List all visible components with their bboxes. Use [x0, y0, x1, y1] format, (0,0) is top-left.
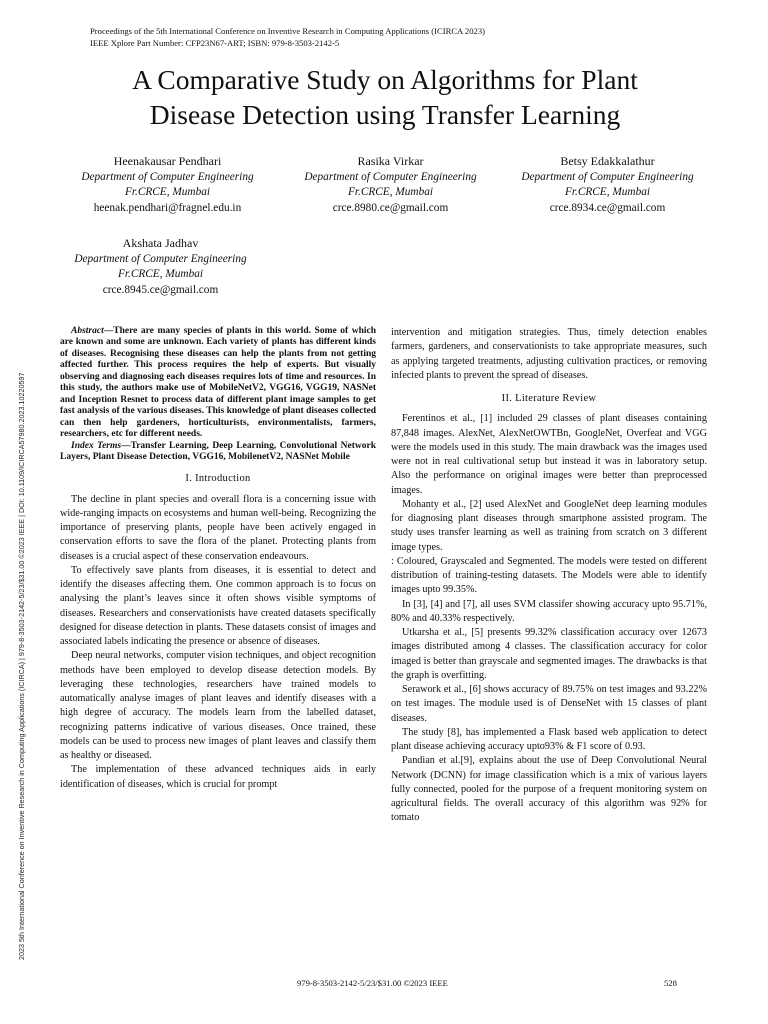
- author-email: heenak.pendhari@fragnel.edu.in: [93, 201, 242, 214]
- title-line-2: Disease Detection using Transfer Learning: [149, 99, 621, 130]
- author-name: Betsy Edakkalathur: [560, 154, 655, 168]
- index-terms-text: —Transfer Learning, Deep Learning, Convolutional Network Layers, Plant Disease Detection, VGG16, MobilenetV2, NASNet Mobile: [60, 440, 376, 462]
- author-name: Rasika Virkar: [357, 154, 424, 168]
- paragraph: Deep neural networks, computer vision techniques, and object recognition methods have been employed to develop disease detection models. By leveraging these technologies, researchers have trained models to automatically analyse images of plant leaves and identify diseases with a high degree of accuracy. The models learn from the labelled dataset, recognizing patterns indicative of various diseases. Once trained, these models can be used to process new images of plant leaves and classify them as healthy or diseased.: [60, 650, 376, 762]
- paragraph: : Coloured, Grayscaled and Segmented. The models were tested on different distribution of training-testing datasets. The Models were able to identify images upto 99.35%.: [391, 555, 707, 596]
- abstract-label: Abstract: [71, 326, 104, 336]
- paper-title: [40, 62, 730, 132]
- author-block: [500, 154, 715, 216]
- author-block: [283, 154, 498, 216]
- author-name: Heenakausar Pendhari: [113, 154, 222, 168]
- paragraph: Mohanty et al., [2] used AlexNet and GoogleNet deep learning modules for diagnosing plant diseases through smartphone assisted program. The study uses transfer learning as well as training from scratch on 3 different image types.: [391, 498, 707, 553]
- paragraph: To effectively save plants from diseases, it is essential to detect and identify the diseases affecting them. One common approach is to focus on analysing the plant’s leaves since it often shows visible symptoms of diseases. Researchers and conservationists have created datasets specifically designed for disease detection in plants. These datasets consist of images and associated labels indicating the presence or absence of diseases.: [60, 564, 376, 648]
- author-block: [53, 236, 268, 298]
- paragraph: Ferentinos et al., [1] included 29 classes of plant diseases containing 87,848 images. AlexNet, AlexNetOWTBn, GoogleNet, Overfeat and VGG were the models used in this study. The main drawback was the images used were not in real cultivational setup but instead it was in laboratory setup. Also the performance on original images were better than preprocessed images.: [391, 413, 707, 496]
- author-email: crce.8934.ce@gmail.com: [549, 201, 666, 214]
- paragraph: Pandian et al.[9], explains about the use of Deep Convolutional Neural Network (DCNN) for image classification which is a mix of various layers fully connected, pooled for the purpose of a frequent monitoring system on agricultural fields. The overall accuracy of this algorithm was 92% for tomato: [391, 755, 707, 824]
- author-email: crce.8945.ce@gmail.com: [102, 283, 219, 296]
- index-terms: [60, 441, 376, 464]
- paragraph: The implementation of these advanced techniques aids in early identification of diseases, which is crucial for prompt: [60, 764, 376, 790]
- abstract: [60, 326, 376, 441]
- author-inst: Fr.CRCE, Mumbai: [564, 186, 651, 198]
- footer-copyright: 979-8-3503-2142-5/23/$31.00 ©2023 IEEE: [297, 978, 448, 988]
- author-dept: Department of Computer Engineering: [81, 170, 254, 183]
- doi-sidebar: 2023 5th International Conference on Inventive Research in Computing Applications (ICIRCA) | 979-8-3503-2142-5/23/$31.00 ©2023 IEEE | DOI: 10.1109/ICIRCA57980.2023.10220597: [17, 372, 26, 960]
- paragraph: Serawork et al., [6] shows accuracy of 89.75% on test images and 93.22% on test images. The module used is of DenseNet with 15 classes of plant diseases.: [391, 684, 707, 724]
- paragraph: intervention and mitigation strategies. Thus, timely detection enables farmers, gardeners, and conservationists to take appropriate measures, such as applying targeted treatments, adjusting cultivation practices, or removing infected plants to prevent the spread of diseases.: [391, 327, 707, 381]
- author-dept: Department of Computer Engineering: [74, 252, 247, 265]
- paragraph: Utkarsha et al., [5] presents 99.32% classification accuracy over 12673 images distributed among 4 classes. The classification accuracy for color imaged is better than grayscale and segmented images. The drawbacks is that the graph is overfitting.: [391, 627, 707, 681]
- paragraph: The decline in plant species and overall flora is a concerning issue with wide-ranging impacts on ecosystems and human well-being. Recognizing the importance of preserving plants, people have been actively engaged in conservation efforts to save the flora of the planet. Protecting plants from diseases is a crucial aspect of these conservation endeavours.: [60, 493, 376, 562]
- part-number-header: IEEE Xplore Part Number: CFP23N67-ART; ISBN: 979-8-3503-2142-5: [90, 38, 340, 48]
- index-terms-label: Index Terms: [71, 440, 122, 451]
- author-name: Akshata Jadhav: [122, 236, 199, 250]
- author-inst: Fr.CRCE, Mumbai: [347, 186, 434, 198]
- author-dept: Department of Computer Engineering: [304, 170, 477, 183]
- author-block: [60, 154, 275, 216]
- author-inst: Fr.CRCE, Mumbai: [124, 186, 211, 198]
- title-line-1: A Comparative Study on Algorithms for Plant: [132, 64, 638, 95]
- author-inst: Fr.CRCE, Mumbai: [117, 268, 204, 280]
- page-number: 528: [664, 978, 677, 988]
- author-email: crce.8980.ce@gmail.com: [332, 201, 449, 214]
- section-heading-introduction: I. Introduction: [185, 473, 251, 485]
- section-heading-literature-review: II. Literature Review: [501, 393, 597, 404]
- paragraph: The study [8], has implemented a Flask based web application to detect plant disease achieving accuracy upto93% & F1 score of 0.93.: [391, 726, 707, 752]
- abstract-text: —There are many species of plants in this world. Some of which are known and some are unknown. Each variety of plants has different kinds of diseases. Recognising these diseases can help the plants from not getting affected further. This process requires the help of experts. But visually observing and diagnosing each diseases requires lots of time and resources. In this study, the authors make use of MobileNetV2, VGG16, VGG19, NASNet and Inception Resnet to process data of different plant image samples to get fast analysis of the various diseases. This knowledge of plant diseases collected can then help gardeners, horticulturists, environmentalists, farmers, researchers, etc for different needs.: [60, 326, 376, 440]
- right-column: [391, 326, 707, 826]
- left-column: [60, 326, 376, 792]
- author-dept: Department of Computer Engineering: [521, 170, 694, 183]
- conference-header: Proceedings of the 5th International Conference on Inventive Research in Computing Applications (ICIRCA 2023): [90, 26, 485, 36]
- paragraph: In [3], [4] and [7], all uses SVM classifer showing accuracy upto 95.71%, 80% and 40.33% respectively.: [391, 598, 707, 624]
